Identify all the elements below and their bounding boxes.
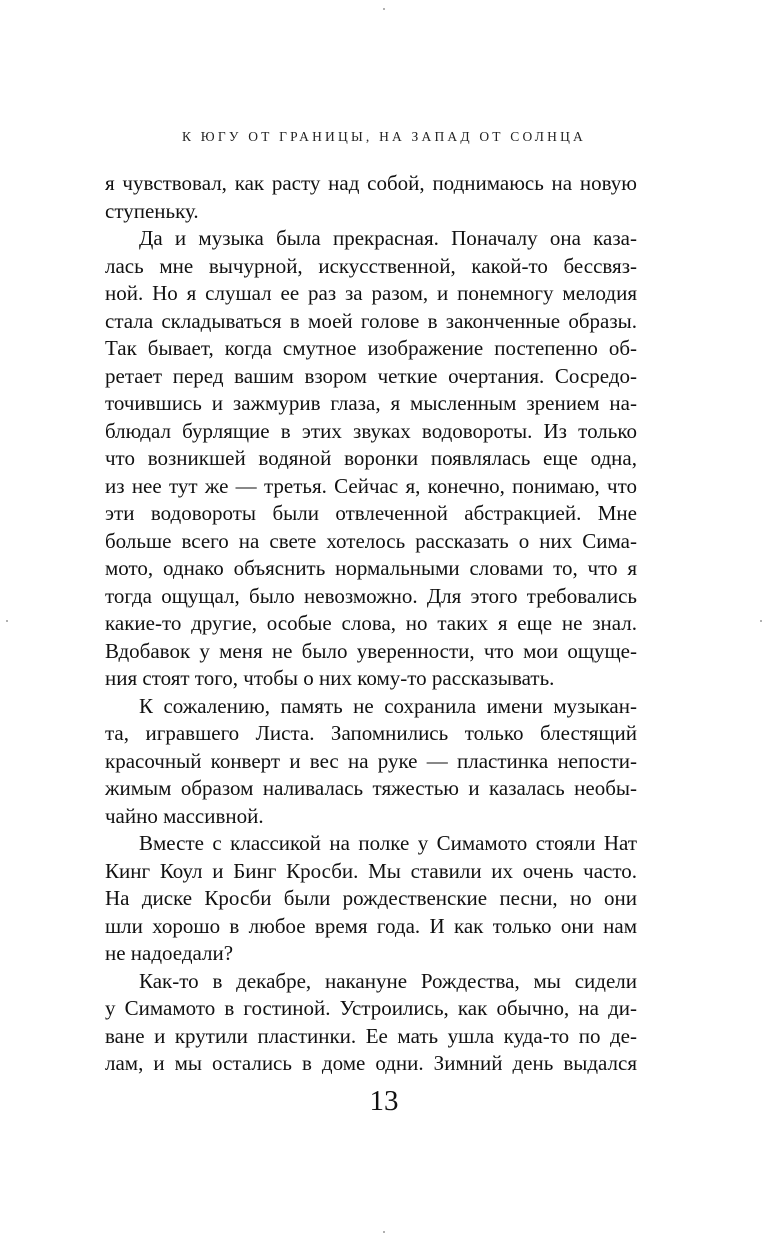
text-line: шли хорошо в любое время года. И как только они нам	[105, 913, 637, 938]
text-line: ретает перед вашим взором четкие очертания. Сосредо-	[105, 363, 637, 388]
body-text	[105, 170, 637, 1078]
text-line: из нее тут же — третья. Сейчас я, конечно, понимаю, что	[105, 473, 637, 498]
text-line: ступеньку.	[105, 198, 199, 223]
text-line: Вместе с классикой на полке у Симамото стояли Нат	[139, 831, 637, 855]
text-line: точившись и зажмурив глаза, я мысленным зрением на-	[105, 391, 637, 415]
text-line: К сожалению, память не сохранила имени музыкан-	[139, 693, 637, 718]
text-line: блюдал бурлящие в этих звуках водовороты. Из только	[105, 418, 637, 443]
text-line: не надоедали?	[105, 941, 234, 965]
text-line: чайно массивной.	[105, 803, 264, 828]
text-line: ване и крутили пластинки. Ее мать ушла куда-то по де-	[105, 1023, 637, 1048]
text-line: лам, и мы остались в доме одни. Зимний день выдался	[105, 1051, 637, 1075]
text-line: Как-то в декабре, накануне Рождества, мы сидели	[139, 968, 637, 993]
text-line: Да и музыка была прекрасная. Поначалу она каза-	[139, 226, 637, 250]
text-line: жимым образом наливалась тяжестью и казалась необы-	[105, 776, 637, 800]
text-line: какие-то другие, особые слова, но таких я еще не знал.	[105, 611, 637, 635]
crop-mark	[6, 620, 8, 622]
text-line: у Симамото в гостиной. Устроились, как обычно, на ди-	[105, 996, 637, 1020]
text-line: лась мне вычурной, искусственной, какой-то бессвяз-	[105, 253, 637, 278]
text-line: Так бывает, когда смутное изображение постепенно об-	[105, 336, 637, 360]
text-line: больше всего на свете хотелось рассказать о них Сима-	[105, 528, 637, 553]
text-line: эти водовороты были отвлеченной абстракцией. Мне	[105, 501, 637, 525]
crop-mark	[760, 620, 762, 622]
running-head-title: К ЮГУ ОТ ГРАНИЦЫ, НА ЗАПАД ОТ СОЛНЦА	[182, 129, 586, 144]
text-line: стала складываться в моей голове в законченные образы.	[105, 308, 637, 333]
text-line: тогда ощущал, было невозможно. Для этого требовались	[105, 583, 637, 608]
text-line: Кинг Коул и Бинг Кросби. Мы ставили их очень часто.	[105, 858, 637, 883]
text-line: та, игравшего Листа. Запомнились только блестящий	[105, 721, 637, 745]
text-line: что возникшей водяной воронки появлялась еще одна,	[105, 446, 637, 470]
text-line: мото, однако объяснить нормальными словами то, что я	[105, 556, 637, 580]
text-line: На диске Кросби были рождественские песни, но они	[105, 886, 637, 910]
text-line: ной. Но я слушал ее раз за разом, и понемногу мелодия	[105, 281, 637, 305]
crop-mark	[383, 1231, 385, 1233]
text-line: красочный конверт и вес на руке — пластинка непости-	[105, 748, 637, 773]
text-line: Вдобавок у меня не было уверенности, что мои ощуще-	[105, 638, 637, 663]
text-line: ния стоят того, чтобы о них кому-то рассказывать.	[105, 666, 555, 690]
text-line: я чувствовал, как расту над собой, поднимаюсь на новую	[105, 171, 637, 195]
crop-mark	[383, 8, 385, 10]
page-number: 13	[369, 1085, 399, 1117]
